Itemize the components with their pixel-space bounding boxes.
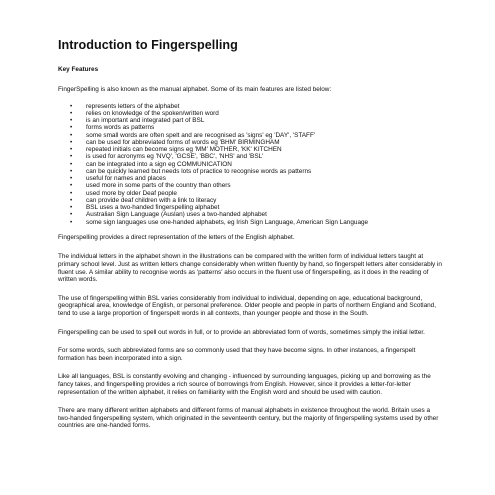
list-item: • can be integrated into a sign eg COMMUNICATION (58, 161, 442, 168)
body-paragraph: Fingerspelling can be used to spell out words in full, or to provide an abbreviated form of words, sometimes simply the initial letter. (58, 328, 425, 336)
list-item: • some small words are often spelt and are recognised as 'signs' eg 'DAY', 'STAFF' (58, 132, 442, 139)
list-item: • useful for names and places (58, 175, 442, 182)
body-paragraph: The use of fingerspelling within BSL varies considerably from individual to individual, depending on age, educational background, geographical area, knowledge of English, or personal preference. Older people and people in parts of northern England and Scotland, tend to use a large proportion of fingerspelt words in all contexts, than younger people and those in the South. (58, 294, 437, 317)
body-paragraph: Like all languages, BSL is constantly evolving and changing - influenced by surrounding languages, picking up and borrowing as the fancy takes, and fingerspelling provides a rich source of borrowings from English. However, since it provides a letter-for-letter representation of the written alphabet, it relies on familiarity with the English word and should be used with caution. (58, 373, 431, 396)
list-item: • is an important and integrated part of BSL (58, 117, 442, 124)
body-paragraph: Fingerspelling provides a direct representation of the letters of the English alphabet. (58, 233, 295, 241)
list-item: • is used for acronyms eg 'NVQ', 'GCSE', 'BBC', 'NHS' and 'BSL' (58, 153, 442, 160)
list-item: • can provide deaf children with a link to literacy (58, 197, 442, 204)
list-item: • repeated initials can become signs eg 'MM' MOTHER, 'KK' KITCHEN (58, 146, 442, 153)
list-item: • used more by older Deaf people (58, 190, 442, 197)
section-heading: Key Features (58, 66, 99, 73)
list-item: • used more in some parts of the country than others (58, 182, 442, 189)
list-item: • Australian Sign Language (Auslan) uses a two-handed alphabet (58, 211, 442, 218)
body-paragraph: For some words, such abbreviated forms are so commonly used that they have become signs. In other instances, a fingerspelt formation has been incorporated into a sign. (58, 347, 416, 362)
body-paragraph: There are many different written alphabets and different forms of manual alphabets in existence throughout the world. Britain uses a two-handed fingerspelling system, which originated in the seventeenth century, but the majority of fingerspelling systems used by other countries are one-handed forms. (58, 407, 439, 430)
list-item: • can be used for abbreviated forms of words eg 'BHM' BIRMINGHAM (58, 139, 442, 146)
list-item: • represents letters of the alphabet (58, 103, 442, 110)
list-item: • BSL uses a two-handed fingerspelling alphabet (58, 204, 442, 211)
list-item: • can be quickly learned but needs lots of practice to recognise words as patterns (58, 168, 442, 175)
list-item: • forms words as patterns (58, 124, 442, 131)
body-paragraph: The individual letters in the alphabet shown in the illustrations can be compared with the written form of individual letters taught at primary school level. Just as written letters change considerably when written fluently by hand, so fingerspelt letters alter considerably in fluent use. A similar ability to recognise words as 'patterns' also occurs in the fluent use of fingerspelling, as it does in the reading of written words. (58, 253, 442, 284)
list-item: • relies on knowledge of the spoken/written word (58, 110, 442, 117)
page-title: Introduction to Fingerspelling (58, 38, 238, 52)
features-list (58, 103, 442, 226)
document-page (58, 38, 442, 430)
list-item: • some sign languages use one-handed alphabets, eg Irish Sign Language, American Sign Language (58, 219, 442, 226)
intro-paragraph: FingerSpelling is also known as the manual alphabet. Some of its main features are listed below: (58, 86, 332, 93)
